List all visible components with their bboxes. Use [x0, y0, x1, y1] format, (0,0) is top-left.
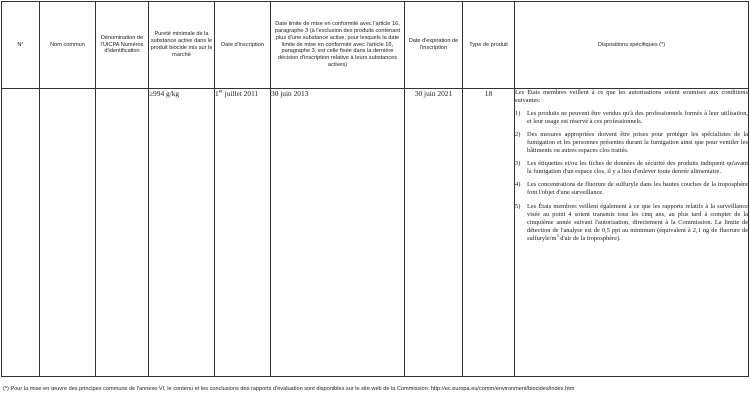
provision-number: 3) [515, 160, 521, 168]
header-iupac: Dénomination de l'UICPA Numéros d'identification [96, 2, 149, 89]
cell-expiry-date: 30 juin 2021 [405, 89, 463, 377]
cell-no [2, 89, 40, 377]
inclusion-date-day: 1 [215, 89, 219, 98]
annex-table [1, 1, 749, 377]
provisions-list [515, 110, 748, 243]
cell-provisions [515, 89, 749, 377]
cell-purity: ≥994 g/kg [149, 89, 215, 377]
provision-text: Des mesures appropriées doivent être prises pour protéger les spécialistes de la fumigation et les personnes présentes durant la fumigation ainsi que pour ventiler les bâtiments ou autres espaces clos traités. [527, 131, 748, 155]
provision-item-4 [515, 181, 748, 197]
inclusion-date-superscript: er [218, 88, 223, 95]
cell-common-name [40, 89, 96, 377]
provision-item-3 [515, 160, 748, 176]
provision-text: Les concentrations de fluorure de sulfuryle dans les hautes couches de la troposphère font l'objet d'une surveillance. [527, 181, 748, 197]
provision-item-1 [515, 110, 748, 126]
provision-item-2 [515, 131, 748, 155]
header-inclusion-date: Date d'inscription [215, 2, 271, 89]
cell-compliance-deadline: 30 juin 2013 [271, 89, 405, 377]
footnote: (*) Pour la mise en œuvre des principes communs de l'annexe VI, le contenu et les conclusions des rapports d'évaluation sont disponibles sur le site web de la Commission: http://ec.europa.eu/comm/environment/biocides/index.htm [3, 386, 575, 392]
superscript-3: 3 [556, 232, 559, 238]
provision-number: 1) [515, 110, 521, 118]
provision-text: Les étiquettes et/ou les fiches de données de sécurité des produits indiquent qu'avant la fumigation d'un espace clos, il y a lieu d'enlever toute denrée alimentaire. [527, 160, 748, 176]
cell-iupac [96, 89, 149, 377]
provision-number: 2) [515, 131, 521, 139]
header-row [2, 2, 749, 89]
header-no: N° [2, 2, 40, 89]
provision-text: Les produits ne peuvent être vendus qu'à des professionnels formés à leur utilisation, et leur usage est réservé à ces professionnels. [527, 110, 748, 126]
provisions-intro: Les États membres veillent à ce que les autorisations soient soumises aux conditions suivantes: [515, 89, 748, 105]
provision-text-end: d'air de la troposphère). [558, 234, 621, 242]
cell-inclusion-date [215, 89, 271, 377]
provision-number: 5) [515, 202, 521, 210]
header-product-type: Type de produit [463, 2, 515, 89]
header-purity: Pureté minimale de la substance active dans le produit biocide mis sur le marché [149, 2, 215, 89]
inclusion-date-rest: juillet 2011 [222, 89, 259, 98]
header-compliance-deadline: Date limite de mise en conformité avec l'article 16, paragraphe 3 (à l'exclusion des produits contenant plus d'une substance active, pour lesquels la date limite de mise en conformité avec l'article 16, paragraphe 3, est celle fixée dans la dernière décision d'inscription relative à leurs substances actives) [271, 2, 405, 89]
provision-text: Les États membres veillent également à ce que les rapports relatifs à la surveillance visée au point 4 soient transmis tous les cinq ans, au plus tard à compter de la cinquième année suivant l'autorisation, directement à la Commission. La limite de détection de l'analyse est de 0,5 ppt au minimum (équivalent à 2,1 ng de fluorure de sulfuryle/m [527, 202, 748, 242]
header-common-name: Nom commun [40, 2, 96, 89]
provision-number: 4) [515, 181, 521, 189]
header-expiry-date: Date d'expiration de l'inscription [405, 2, 463, 89]
table-row [2, 89, 749, 377]
header-provisions: Dispositions spécifiques (*) [515, 2, 749, 89]
provision-item-5 [515, 203, 748, 243]
cell-product-type: 18 [463, 89, 515, 377]
